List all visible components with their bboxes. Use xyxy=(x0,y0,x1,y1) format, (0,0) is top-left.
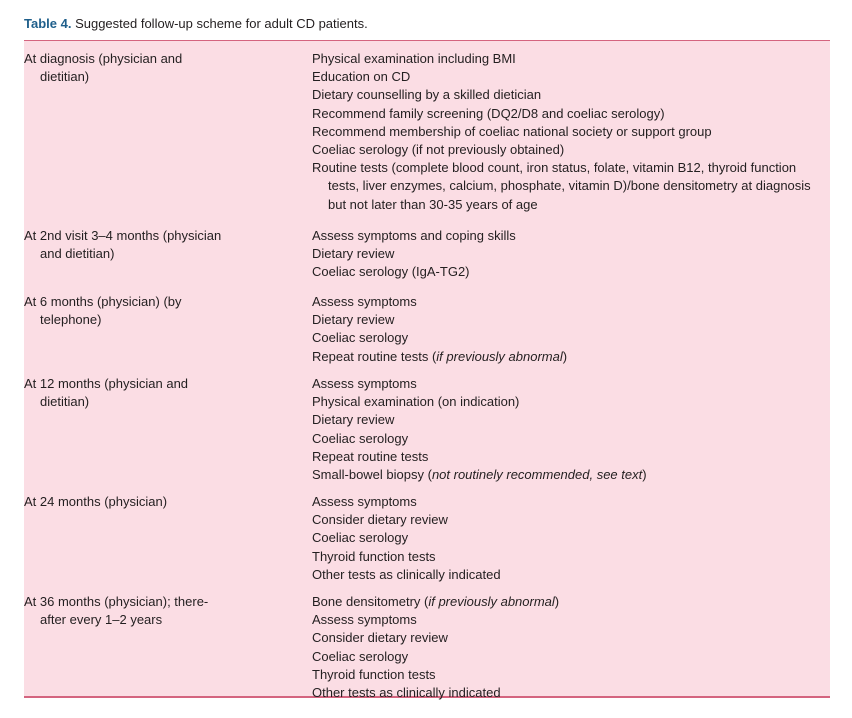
recommendation-item xyxy=(312,548,830,566)
recommendation-text: Recommend family screening (DQ2/D8 and coeliac serology) xyxy=(312,105,665,121)
recommendation-item xyxy=(312,177,830,195)
recommendation-emphasis: not routinely recommended, see text xyxy=(431,467,643,483)
recommendation-text: Coeliac serology (IgA-TG2) xyxy=(312,264,470,280)
recommendations-cell xyxy=(312,50,830,214)
recommendation-item xyxy=(312,196,830,214)
recommendation-emphasis: if previously abnormal xyxy=(428,594,555,609)
period-line: dietitian) xyxy=(40,69,90,85)
period-line: telephone) xyxy=(40,312,102,328)
recommendation-text: Dietary counselling by a skilled dietician xyxy=(312,87,542,103)
recommendation-text: Thyroid function tests xyxy=(312,548,436,564)
recommendation-text: Consider dietary review xyxy=(312,630,448,646)
recommendation-emphasis: if previously abnormal xyxy=(436,348,563,364)
recommendation-text: Dietary review xyxy=(312,412,395,428)
recommendation-item xyxy=(312,263,830,281)
table-caption-label: Table 4. xyxy=(24,16,72,31)
recommendation-item xyxy=(312,411,830,429)
recommendation-text: Routine tests (complete blood count, iron status, folate, vitamin B12, thyroid function xyxy=(312,160,797,176)
period-line: At 24 months (physician) xyxy=(24,494,168,509)
recommendation-text: tests, liver enzymes, calcium, phosphate, vitamin D)/bone densitometry at diagnosis xyxy=(328,178,811,194)
recommendation-item xyxy=(312,227,830,245)
recommendation-text: Recommend membership of coeliac national society or support group xyxy=(312,123,712,139)
recommendation-text: Bone densitometry ( xyxy=(312,594,429,609)
recommendation-item xyxy=(312,141,830,159)
recommendation-text: Coeliac serology xyxy=(312,530,409,546)
recommendation-item xyxy=(312,68,830,86)
recommendation-text: Coeliac serology xyxy=(312,648,409,664)
recommendation-text: but not later than 30-35 years of age xyxy=(328,196,538,212)
recommendation-item xyxy=(312,86,830,104)
period-cell xyxy=(24,375,294,411)
period-cell xyxy=(24,50,294,86)
recommendations-cell xyxy=(312,375,830,484)
period-line: At 6 months (physician) (by xyxy=(24,294,182,309)
period-cell xyxy=(24,493,294,511)
recommendation-item xyxy=(312,493,830,511)
recommendations-cell xyxy=(312,493,830,584)
recommendation-item xyxy=(312,448,830,466)
recommendation-item xyxy=(312,348,830,366)
recommendation-item xyxy=(312,611,830,629)
period-line: after every 1–2 years xyxy=(40,612,163,628)
recommendation-text: Dietary review xyxy=(312,312,395,328)
recommendation-text: Physical examination including BMI xyxy=(312,51,516,66)
recommendation-text: Assess symptoms xyxy=(312,294,417,309)
recommendation-item xyxy=(312,311,830,329)
table-caption xyxy=(24,15,368,33)
recommendation-text: Other tests as clinically indicated xyxy=(312,566,501,582)
recommendation-item xyxy=(312,393,830,411)
period-line: At 12 months (physician and xyxy=(24,376,189,391)
period-line: and dietitian) xyxy=(40,246,115,262)
recommendation-item xyxy=(312,245,830,263)
recommendation-text: Physical examination (on indication) xyxy=(312,394,520,410)
recommendation-item xyxy=(312,629,830,647)
recommendation-item xyxy=(312,666,830,684)
period-line: At 2nd visit 3–4 months (physician xyxy=(24,228,222,243)
recommendation-item xyxy=(312,466,830,484)
recommendation-text: ) xyxy=(554,594,560,609)
recommendation-item xyxy=(312,329,830,347)
recommendation-text: Assess symptoms xyxy=(312,612,417,628)
follow-up-table xyxy=(24,40,830,701)
recommendation-text: Assess symptoms xyxy=(312,494,417,509)
recommendation-item xyxy=(312,105,830,123)
period-cell xyxy=(24,593,294,629)
recommendation-item xyxy=(312,123,830,141)
recommendation-text: Small-bowel biopsy ( xyxy=(312,467,432,483)
recommendation-text: Repeat routine tests xyxy=(312,448,429,464)
recommendations-cell xyxy=(312,593,830,702)
recommendation-text: Thyroid function tests xyxy=(312,666,436,682)
recommendations-cell xyxy=(312,227,830,282)
recommendation-item xyxy=(312,511,830,529)
recommendation-item xyxy=(312,648,830,666)
recommendation-text: Dietary review xyxy=(312,246,395,262)
table-caption-text: Suggested follow-up scheme for adult CD patients. xyxy=(71,16,368,31)
recommendation-text: Consider dietary review xyxy=(312,512,448,528)
recommendation-text: ) xyxy=(642,467,647,483)
recommendation-text: Coeliac serology xyxy=(312,430,409,446)
recommendation-text: Coeliac serology (if not previously obtained) xyxy=(312,142,565,158)
period-cell xyxy=(24,227,294,263)
period-line: At 36 months (physician); there- xyxy=(24,594,209,609)
recommendation-text: Other tests as clinically indicated xyxy=(312,685,501,701)
recommendation-item xyxy=(312,50,830,68)
recommendation-item xyxy=(312,159,830,177)
recommendation-item xyxy=(312,684,830,702)
period-cell xyxy=(24,293,294,329)
recommendation-text: Coeliac serology xyxy=(312,330,409,346)
recommendation-item xyxy=(312,430,830,448)
recommendation-text: Assess symptoms xyxy=(312,376,417,391)
recommendation-text: Repeat routine tests ( xyxy=(312,348,437,364)
recommendation-item xyxy=(312,293,830,311)
recommendation-text: Assess symptoms and coping skills xyxy=(312,228,516,243)
period-line: dietitian) xyxy=(40,394,90,410)
period-line: At diagnosis (physician and xyxy=(24,51,183,66)
recommendation-text: ) xyxy=(562,348,568,364)
recommendation-item xyxy=(312,593,830,611)
recommendation-text: Education on CD xyxy=(312,69,411,85)
recommendations-cell xyxy=(312,293,830,366)
recommendation-item xyxy=(312,375,830,393)
recommendation-item xyxy=(312,566,830,584)
recommendation-item xyxy=(312,529,830,547)
